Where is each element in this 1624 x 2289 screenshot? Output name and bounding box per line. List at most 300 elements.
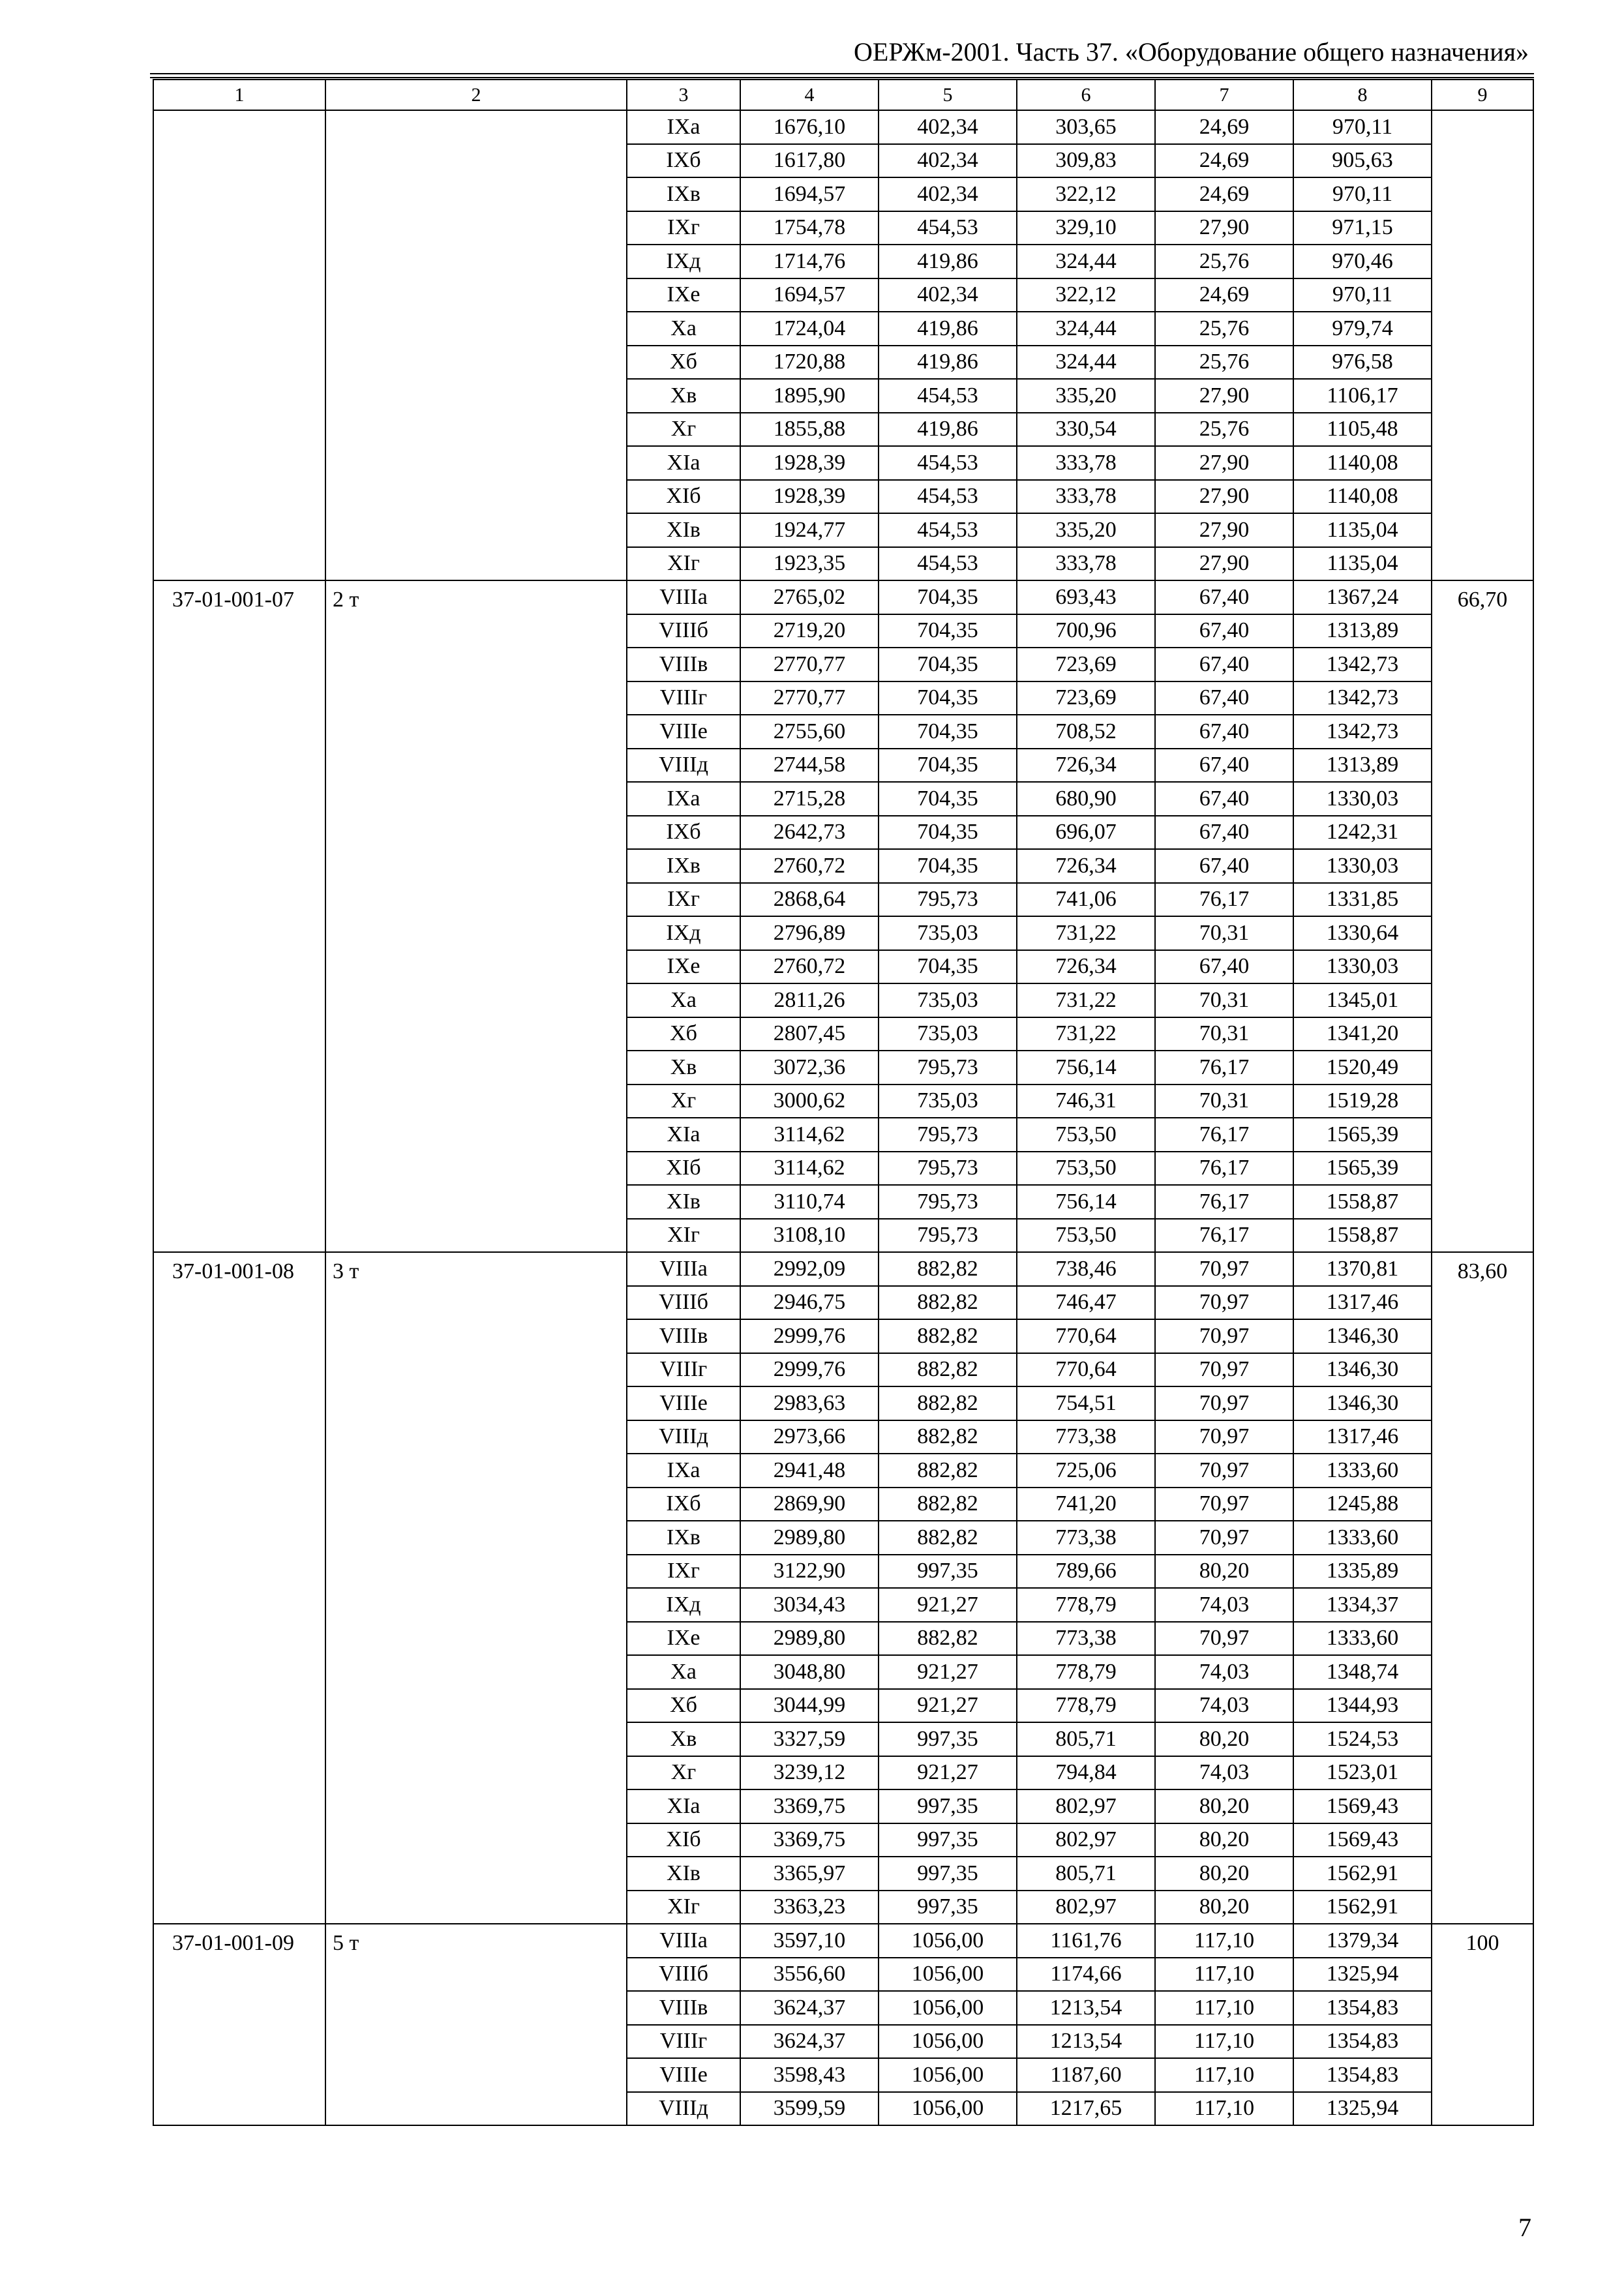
direct-cost-cell: 3114,62 [740, 1152, 879, 1186]
direct-cost-cell: 2999,76 [740, 1319, 879, 1353]
direct-cost-cell: 1676,10 [740, 110, 879, 144]
machine-cost-cell: 329,10 [1017, 211, 1155, 245]
category-cell: XIг [627, 1891, 740, 1924]
table-row [153, 1924, 1533, 1958]
direct-cost-cell: 1924,77 [740, 513, 879, 547]
materials-cost-cell: 1558,87 [1293, 1219, 1432, 1253]
category-cell: Xа [627, 312, 740, 346]
operator-wage-cell: 25,76 [1155, 245, 1293, 278]
rates-table [153, 79, 1534, 2126]
labor-cost-cell: 704,35 [879, 614, 1017, 648]
direct-cost-cell: 1895,90 [740, 379, 879, 413]
materials-cost-cell: 1519,28 [1293, 1085, 1432, 1118]
machine-cost-cell: 696,07 [1017, 816, 1155, 850]
materials-cost-cell: 1562,91 [1293, 1891, 1432, 1924]
col9-value-cell [1432, 110, 1533, 580]
materials-cost-cell: 1333,60 [1293, 1454, 1432, 1488]
rate-code-cell: 37-01-001-08 [153, 1252, 325, 1924]
col9-value-cell: 83,60 [1432, 1252, 1533, 1924]
direct-cost-cell: 2941,48 [740, 1454, 879, 1488]
operator-wage-cell: 80,20 [1155, 1891, 1293, 1924]
machine-cost-cell: 708,52 [1017, 715, 1155, 749]
direct-cost-cell: 1754,78 [740, 211, 879, 245]
direct-cost-cell: 2765,02 [740, 580, 879, 614]
materials-cost-cell: 970,46 [1293, 245, 1432, 278]
operator-wage-cell: 74,03 [1155, 1655, 1293, 1689]
direct-cost-cell: 3624,37 [740, 2025, 879, 2059]
labor-cost-cell: 1056,00 [879, 2025, 1017, 2059]
materials-cost-cell: 1325,94 [1293, 2092, 1432, 2126]
direct-cost-cell: 2770,77 [740, 681, 879, 715]
category-cell: IXе [627, 1622, 740, 1656]
materials-cost-cell: 971,15 [1293, 211, 1432, 245]
machine-cost-cell: 726,34 [1017, 749, 1155, 783]
column-number: 6 [1017, 80, 1155, 110]
materials-cost-cell: 1140,08 [1293, 480, 1432, 514]
category-cell: IXе [627, 278, 740, 312]
labor-cost-cell: 795,73 [879, 1152, 1017, 1186]
category-cell: VIIIв [627, 1319, 740, 1353]
category-cell: IXе [627, 950, 740, 984]
rate-code-cell: 37-01-001-09 [153, 1924, 325, 2125]
materials-cost-cell: 1348,74 [1293, 1655, 1432, 1689]
machine-cost-cell: 309,83 [1017, 144, 1155, 178]
labor-cost-cell: 795,73 [879, 1118, 1017, 1152]
materials-cost-cell: 970,11 [1293, 177, 1432, 211]
labor-cost-cell: 921,27 [879, 1689, 1017, 1723]
machine-cost-cell: 778,79 [1017, 1588, 1155, 1622]
machine-cost-cell: 335,20 [1017, 379, 1155, 413]
column-number: 2 [325, 80, 627, 110]
machine-cost-cell: 723,69 [1017, 681, 1155, 715]
category-cell: XIб [627, 1152, 740, 1186]
labor-cost-cell: 735,03 [879, 983, 1017, 1017]
category-cell: VIIIв [627, 648, 740, 681]
category-cell: Xв [627, 1722, 740, 1756]
operator-wage-cell: 80,20 [1155, 1823, 1293, 1857]
labor-cost-cell: 882,82 [879, 1386, 1017, 1420]
machine-cost-cell: 723,69 [1017, 648, 1155, 681]
materials-cost-cell: 1354,83 [1293, 2058, 1432, 2092]
labor-cost-cell: 997,35 [879, 1555, 1017, 1589]
labor-cost-cell: 1056,00 [879, 1958, 1017, 1992]
machine-cost-cell: 726,34 [1017, 849, 1155, 883]
materials-cost-cell: 1330,03 [1293, 950, 1432, 984]
direct-cost-cell: 3327,59 [740, 1722, 879, 1756]
direct-cost-cell: 2983,63 [740, 1386, 879, 1420]
direct-cost-cell: 1724,04 [740, 312, 879, 346]
operator-wage-cell: 80,20 [1155, 1722, 1293, 1756]
category-cell: VIIIа [627, 1252, 740, 1286]
labor-cost-cell: 419,86 [879, 312, 1017, 346]
direct-cost-cell: 2973,66 [740, 1420, 879, 1454]
operator-wage-cell: 27,90 [1155, 547, 1293, 581]
direct-cost-cell: 2868,64 [740, 883, 879, 917]
operator-wage-cell: 80,20 [1155, 1789, 1293, 1823]
materials-cost-cell: 1341,20 [1293, 1017, 1432, 1051]
machine-cost-cell: 731,22 [1017, 916, 1155, 950]
operator-wage-cell: 117,10 [1155, 2025, 1293, 2059]
materials-cost-cell: 1342,73 [1293, 648, 1432, 681]
operator-wage-cell: 74,03 [1155, 1588, 1293, 1622]
machine-cost-cell: 773,38 [1017, 1521, 1155, 1555]
operator-wage-cell: 67,40 [1155, 648, 1293, 681]
category-cell: XIв [627, 1857, 740, 1891]
category-cell: XIб [627, 480, 740, 514]
direct-cost-cell: 3369,75 [740, 1789, 879, 1823]
category-cell: XIб [627, 1823, 740, 1857]
operator-wage-cell: 70,97 [1155, 1521, 1293, 1555]
machine-cost-cell: 333,78 [1017, 480, 1155, 514]
labor-cost-cell: 1056,00 [879, 2092, 1017, 2126]
materials-cost-cell: 1569,43 [1293, 1789, 1432, 1823]
machine-cost-cell: 746,31 [1017, 1085, 1155, 1118]
direct-cost-cell: 3369,75 [740, 1823, 879, 1857]
direct-cost-cell: 1617,80 [740, 144, 879, 178]
column-number: 7 [1155, 80, 1293, 110]
materials-cost-cell: 1242,31 [1293, 816, 1432, 850]
operator-wage-cell: 70,31 [1155, 1017, 1293, 1051]
capacity-cell: 5 т [325, 1924, 627, 2125]
materials-cost-cell: 1313,89 [1293, 749, 1432, 783]
category-cell: VIIIд [627, 2092, 740, 2126]
labor-cost-cell: 882,82 [879, 1622, 1017, 1656]
machine-cost-cell: 1217,65 [1017, 2092, 1155, 2126]
operator-wage-cell: 24,69 [1155, 110, 1293, 144]
machine-cost-cell: 789,66 [1017, 1555, 1155, 1589]
column-number: 8 [1293, 80, 1432, 110]
category-cell: VIIIе [627, 1386, 740, 1420]
category-cell: XIв [627, 1185, 740, 1219]
operator-wage-cell: 74,03 [1155, 1689, 1293, 1723]
operator-wage-cell: 70,97 [1155, 1252, 1293, 1286]
machine-cost-cell: 746,47 [1017, 1286, 1155, 1320]
machine-cost-cell: 741,06 [1017, 883, 1155, 917]
labor-cost-cell: 882,82 [879, 1488, 1017, 1521]
category-cell: IXг [627, 211, 740, 245]
machine-cost-cell: 770,64 [1017, 1319, 1155, 1353]
category-cell: VIIIд [627, 1420, 740, 1454]
direct-cost-cell: 3122,90 [740, 1555, 879, 1589]
labor-cost-cell: 882,82 [879, 1353, 1017, 1387]
direct-cost-cell: 2760,72 [740, 849, 879, 883]
category-cell: VIIIв [627, 1991, 740, 2025]
machine-cost-cell: 773,38 [1017, 1420, 1155, 1454]
materials-cost-cell: 970,11 [1293, 278, 1432, 312]
direct-cost-cell: 3556,60 [740, 1958, 879, 1992]
operator-wage-cell: 27,90 [1155, 513, 1293, 547]
machine-cost-cell: 333,78 [1017, 446, 1155, 480]
operator-wage-cell: 70,97 [1155, 1420, 1293, 1454]
operator-wage-cell: 70,31 [1155, 983, 1293, 1017]
direct-cost-cell: 2744,58 [740, 749, 879, 783]
category-cell: VIIIе [627, 2058, 740, 2092]
machine-cost-cell: 324,44 [1017, 346, 1155, 380]
operator-wage-cell: 24,69 [1155, 144, 1293, 178]
operator-wage-cell: 67,40 [1155, 749, 1293, 783]
operator-wage-cell: 70,97 [1155, 1622, 1293, 1656]
materials-cost-cell: 1569,43 [1293, 1823, 1432, 1857]
labor-cost-cell: 402,34 [879, 110, 1017, 144]
column-number: 1 [153, 80, 325, 110]
machine-cost-cell: 741,20 [1017, 1488, 1155, 1521]
machine-cost-cell: 738,46 [1017, 1252, 1155, 1286]
labor-cost-cell: 419,86 [879, 413, 1017, 447]
materials-cost-cell: 1317,46 [1293, 1286, 1432, 1320]
rates-table-body [153, 80, 1533, 2125]
direct-cost-cell: 3363,23 [740, 1891, 879, 1924]
category-cell: Xв [627, 379, 740, 413]
labor-cost-cell: 454,53 [879, 547, 1017, 581]
direct-cost-cell: 1694,57 [740, 177, 879, 211]
materials-cost-cell: 1317,46 [1293, 1420, 1432, 1454]
col9-value-cell: 100 [1432, 1924, 1533, 2125]
labor-cost-cell: 704,35 [879, 950, 1017, 984]
materials-cost-cell: 1333,60 [1293, 1622, 1432, 1656]
operator-wage-cell: 27,90 [1155, 480, 1293, 514]
materials-cost-cell: 1562,91 [1293, 1857, 1432, 1891]
direct-cost-cell: 3000,62 [740, 1085, 879, 1118]
operator-wage-cell: 25,76 [1155, 413, 1293, 447]
labor-cost-cell: 402,34 [879, 278, 1017, 312]
direct-cost-cell: 3624,37 [740, 1991, 879, 2025]
category-cell: VIIIб [627, 614, 740, 648]
machine-cost-cell: 753,50 [1017, 1118, 1155, 1152]
direct-cost-cell: 1928,39 [740, 446, 879, 480]
materials-cost-cell: 1313,89 [1293, 614, 1432, 648]
labor-cost-cell: 704,35 [879, 648, 1017, 681]
machine-cost-cell: 753,50 [1017, 1219, 1155, 1253]
materials-cost-cell: 1346,30 [1293, 1319, 1432, 1353]
labor-cost-cell: 795,73 [879, 1219, 1017, 1253]
labor-cost-cell: 795,73 [879, 1185, 1017, 1219]
labor-cost-cell: 704,35 [879, 681, 1017, 715]
direct-cost-cell: 3597,10 [740, 1924, 879, 1958]
materials-cost-cell: 1105,48 [1293, 413, 1432, 447]
direct-cost-cell: 2760,72 [740, 950, 879, 984]
rate-code-cell [153, 110, 325, 580]
machine-cost-cell: 754,51 [1017, 1386, 1155, 1420]
direct-cost-cell: 3239,12 [740, 1756, 879, 1790]
materials-cost-cell: 1342,73 [1293, 681, 1432, 715]
direct-cost-cell: 2755,60 [740, 715, 879, 749]
direct-cost-cell: 2869,90 [740, 1488, 879, 1521]
labor-cost-cell: 997,35 [879, 1857, 1017, 1891]
category-cell: IXв [627, 1521, 740, 1555]
labor-cost-cell: 882,82 [879, 1521, 1017, 1555]
labor-cost-cell: 921,27 [879, 1756, 1017, 1790]
category-cell: VIIIа [627, 580, 740, 614]
operator-wage-cell: 25,76 [1155, 312, 1293, 346]
direct-cost-cell: 1855,88 [740, 413, 879, 447]
direct-cost-cell: 2946,75 [740, 1286, 879, 1320]
column-number: 3 [627, 80, 740, 110]
page-number: 7 [1518, 2213, 1531, 2242]
category-cell: IXа [627, 782, 740, 816]
machine-cost-cell: 335,20 [1017, 513, 1155, 547]
operator-wage-cell: 70,97 [1155, 1488, 1293, 1521]
machine-cost-cell: 1187,60 [1017, 2058, 1155, 2092]
direct-cost-cell: 2770,77 [740, 648, 879, 681]
materials-cost-cell: 1135,04 [1293, 547, 1432, 581]
operator-wage-cell: 70,97 [1155, 1386, 1293, 1420]
materials-cost-cell: 976,58 [1293, 346, 1432, 380]
operator-wage-cell: 76,17 [1155, 883, 1293, 917]
category-cell: XIв [627, 513, 740, 547]
machine-cost-cell: 693,43 [1017, 580, 1155, 614]
operator-wage-cell: 67,40 [1155, 816, 1293, 850]
operator-wage-cell: 117,10 [1155, 2092, 1293, 2126]
materials-cost-cell: 1370,81 [1293, 1252, 1432, 1286]
labor-cost-cell: 882,82 [879, 1286, 1017, 1320]
column-number: 4 [740, 80, 879, 110]
materials-cost-cell: 1345,01 [1293, 983, 1432, 1017]
operator-wage-cell: 24,69 [1155, 177, 1293, 211]
operator-wage-cell: 25,76 [1155, 346, 1293, 380]
direct-cost-cell: 2642,73 [740, 816, 879, 850]
materials-cost-cell: 1346,30 [1293, 1386, 1432, 1420]
direct-cost-cell: 3365,97 [740, 1857, 879, 1891]
machine-cost-cell: 322,12 [1017, 278, 1155, 312]
direct-cost-cell: 2811,26 [740, 983, 879, 1017]
category-cell: XIа [627, 1118, 740, 1152]
materials-cost-cell: 1565,39 [1293, 1118, 1432, 1152]
category-cell: IXд [627, 1588, 740, 1622]
table-row [153, 580, 1533, 614]
category-cell: VIIIе [627, 715, 740, 749]
materials-cost-cell: 1140,08 [1293, 446, 1432, 480]
category-cell: VIIIг [627, 1353, 740, 1387]
operator-wage-cell: 74,03 [1155, 1756, 1293, 1790]
operator-wage-cell: 67,40 [1155, 715, 1293, 749]
category-cell: IXг [627, 1555, 740, 1589]
direct-cost-cell: 1694,57 [740, 278, 879, 312]
direct-cost-cell: 3598,43 [740, 2058, 879, 2092]
labor-cost-cell: 882,82 [879, 1252, 1017, 1286]
materials-cost-cell: 1335,89 [1293, 1555, 1432, 1589]
machine-cost-cell: 726,34 [1017, 950, 1155, 984]
operator-wage-cell: 70,31 [1155, 1085, 1293, 1118]
operator-wage-cell: 27,90 [1155, 379, 1293, 413]
header-rule-double [150, 77, 1534, 78]
category-cell: IXв [627, 849, 740, 883]
materials-cost-cell: 1379,34 [1293, 1924, 1432, 1958]
machine-cost-cell: 731,22 [1017, 983, 1155, 1017]
operator-wage-cell: 67,40 [1155, 614, 1293, 648]
direct-cost-cell: 2807,45 [740, 1017, 879, 1051]
labor-cost-cell: 997,35 [879, 1823, 1017, 1857]
category-cell: Xг [627, 1085, 740, 1118]
category-cell: XIг [627, 547, 740, 581]
direct-cost-cell: 3072,36 [740, 1051, 879, 1085]
machine-cost-cell: 330,54 [1017, 413, 1155, 447]
category-cell: Xг [627, 1756, 740, 1790]
machine-cost-cell: 773,38 [1017, 1622, 1155, 1656]
machine-cost-cell: 805,71 [1017, 1857, 1155, 1891]
materials-cost-cell: 1367,24 [1293, 580, 1432, 614]
labor-cost-cell: 454,53 [879, 446, 1017, 480]
operator-wage-cell: 67,40 [1155, 580, 1293, 614]
labor-cost-cell: 704,35 [879, 715, 1017, 749]
labor-cost-cell: 704,35 [879, 749, 1017, 783]
labor-cost-cell: 454,53 [879, 513, 1017, 547]
category-cell: VIIIд [627, 749, 740, 783]
category-cell: XIа [627, 446, 740, 480]
category-cell: IXг [627, 883, 740, 917]
labor-cost-cell: 882,82 [879, 1454, 1017, 1488]
direct-cost-cell: 3114,62 [740, 1118, 879, 1152]
column-number-row [153, 80, 1533, 110]
operator-wage-cell: 117,10 [1155, 1958, 1293, 1992]
category-cell: Xа [627, 983, 740, 1017]
machine-cost-cell: 303,65 [1017, 110, 1155, 144]
operator-wage-cell: 117,10 [1155, 2058, 1293, 2092]
machine-cost-cell: 333,78 [1017, 547, 1155, 581]
operator-wage-cell: 27,90 [1155, 211, 1293, 245]
materials-cost-cell: 1523,01 [1293, 1756, 1432, 1790]
machine-cost-cell: 794,84 [1017, 1756, 1155, 1790]
header-rule [150, 73, 1534, 74]
labor-cost-cell: 921,27 [879, 1655, 1017, 1689]
machine-cost-cell: 770,64 [1017, 1353, 1155, 1387]
machine-cost-cell: 324,44 [1017, 245, 1155, 278]
materials-cost-cell: 1558,87 [1293, 1185, 1432, 1219]
column-number: 5 [879, 80, 1017, 110]
direct-cost-cell: 2989,80 [740, 1521, 879, 1555]
category-cell: IXа [627, 1454, 740, 1488]
materials-cost-cell: 1245,88 [1293, 1488, 1432, 1521]
category-cell: IXа [627, 110, 740, 144]
labor-cost-cell: 402,34 [879, 177, 1017, 211]
category-cell: IXд [627, 916, 740, 950]
category-cell: XIг [627, 1219, 740, 1253]
operator-wage-cell: 67,40 [1155, 681, 1293, 715]
direct-cost-cell: 3108,10 [740, 1219, 879, 1253]
category-cell: IXб [627, 144, 740, 178]
materials-cost-cell: 1330,03 [1293, 782, 1432, 816]
machine-cost-cell: 802,97 [1017, 1891, 1155, 1924]
category-cell: Xг [627, 413, 740, 447]
materials-cost-cell: 1520,49 [1293, 1051, 1432, 1085]
materials-cost-cell: 1325,94 [1293, 1958, 1432, 1992]
materials-cost-cell: 1565,39 [1293, 1152, 1432, 1186]
machine-cost-cell: 756,14 [1017, 1185, 1155, 1219]
machine-cost-cell: 1213,54 [1017, 2025, 1155, 2059]
machine-cost-cell: 1174,66 [1017, 1958, 1155, 1992]
operator-wage-cell: 76,17 [1155, 1185, 1293, 1219]
direct-cost-cell: 2719,20 [740, 614, 879, 648]
operator-wage-cell: 76,17 [1155, 1118, 1293, 1152]
labor-cost-cell: 704,35 [879, 816, 1017, 850]
materials-cost-cell: 1331,85 [1293, 883, 1432, 917]
direct-cost-cell: 3048,80 [740, 1655, 879, 1689]
machine-cost-cell: 778,79 [1017, 1689, 1155, 1723]
capacity-cell [325, 110, 627, 580]
labor-cost-cell: 921,27 [879, 1588, 1017, 1622]
category-cell: Xб [627, 1017, 740, 1051]
labor-cost-cell: 1056,00 [879, 1991, 1017, 2025]
direct-cost-cell: 3599,59 [740, 2092, 879, 2126]
materials-cost-cell: 1330,03 [1293, 849, 1432, 883]
col9-value-cell: 66,70 [1432, 580, 1533, 1252]
labor-cost-cell: 402,34 [879, 144, 1017, 178]
direct-cost-cell: 1928,39 [740, 480, 879, 514]
direct-cost-cell: 2999,76 [740, 1353, 879, 1387]
operator-wage-cell: 80,20 [1155, 1555, 1293, 1589]
operator-wage-cell: 117,10 [1155, 1991, 1293, 2025]
category-cell: Xа [627, 1655, 740, 1689]
operator-wage-cell: 80,20 [1155, 1857, 1293, 1891]
